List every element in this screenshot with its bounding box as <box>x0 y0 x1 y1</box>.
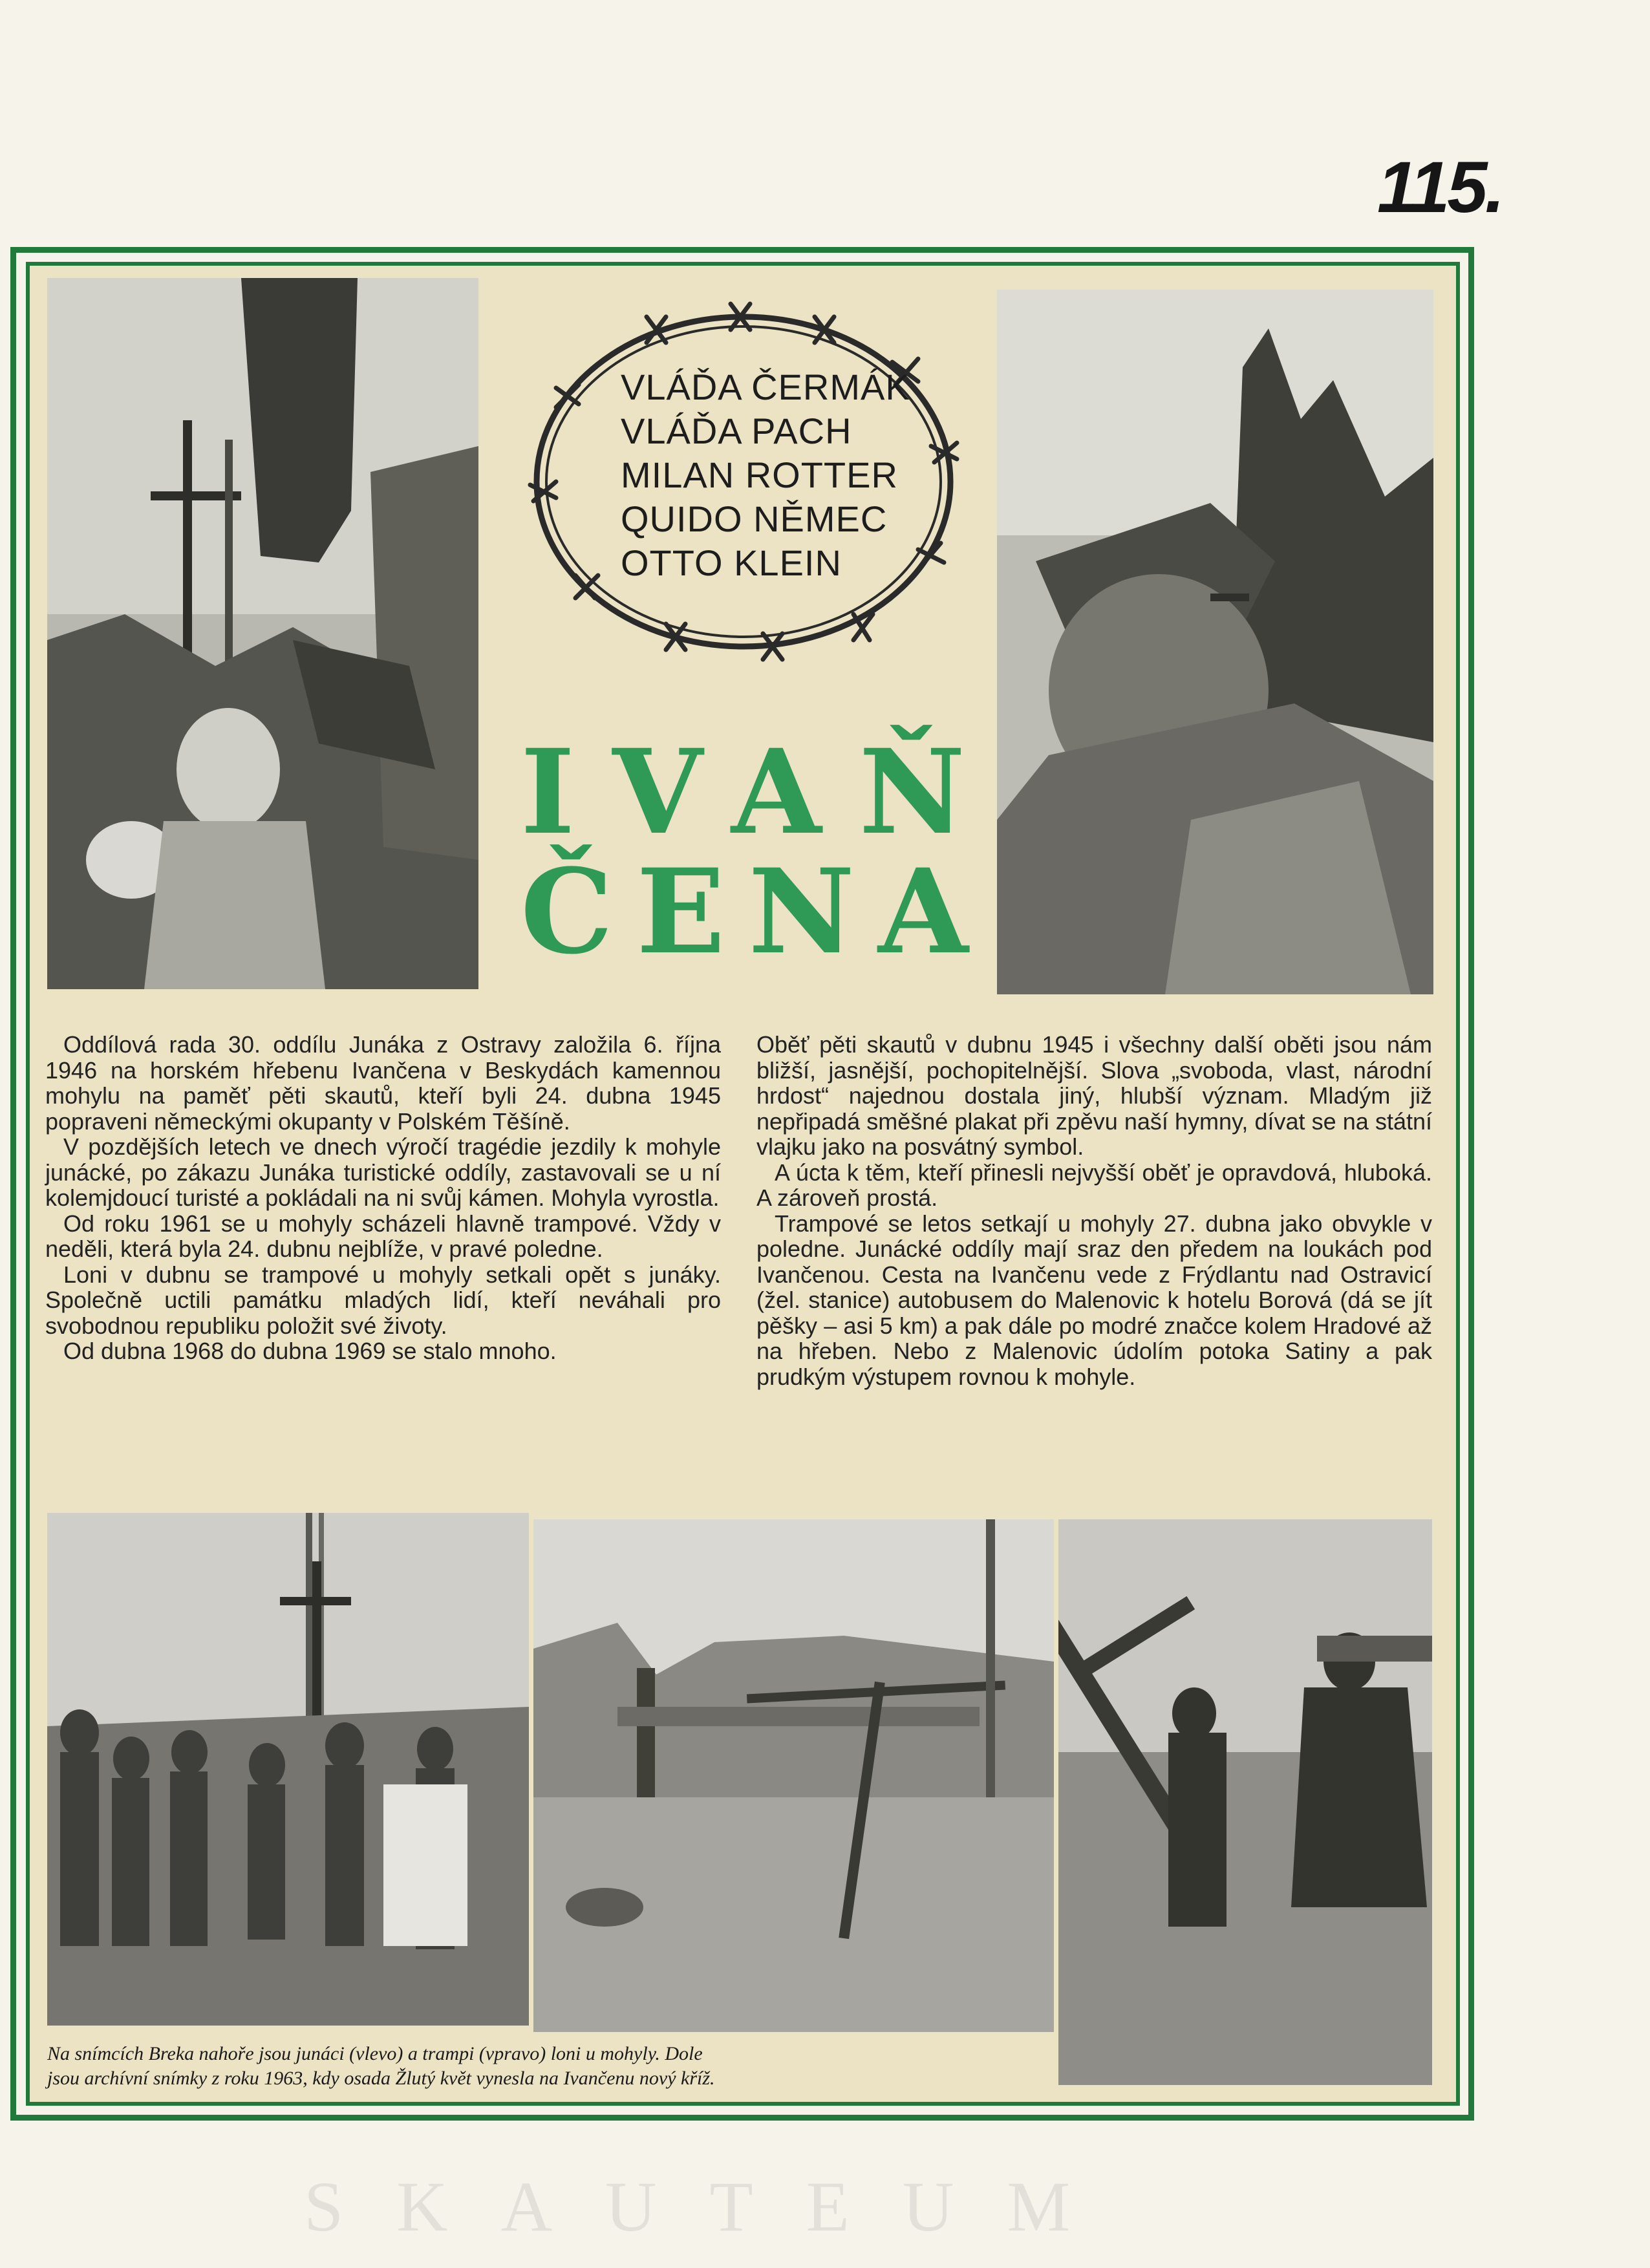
barbed-wire-wreath <box>517 297 970 666</box>
watermark: SKAUTEUM <box>304 2167 1124 2246</box>
caption-line: Na snímcích Breka nahoře jsou junáci (vlevo) a trampi (vpravo) loni u mohyly. Dole <box>47 2043 703 2064</box>
article-paragraph: Od roku 1961 se u mohyly scházeli hlavně trampové. Vždy v neděli, která byla 24. dubnu nejblíže, v pravé poledne. <box>45 1210 721 1262</box>
article-paragraph: Od dubna 1968 do dubna 1969 se stalo mnoho. <box>63 1338 557 1364</box>
memorial-name: OTTO KLEIN <box>621 542 842 583</box>
article-paragraph: A úcta k těm, kteří přinesli nejvyšší oběť je opravdová, hluboká. A zároveň prostá. <box>756 1159 1432 1211</box>
photo-caption <box>47 2042 1056 2091</box>
caption-line: jsou archívní snímky z roku 1963, kdy osada Žlutý květ vynesla na Ivančenu nový kříž. <box>47 2068 715 2089</box>
photo-scouts-at-cairn <box>47 278 478 989</box>
memorial-names-list <box>621 365 925 585</box>
article-paragraph: Loni v dubnu se trampové u mohyly setkali opět s junáky. Společně uctili památku mladých lidí, kteří neváhali pro svobodnou republiku položit své životy. <box>45 1261 721 1339</box>
article-paragraph: Oddílová rada 30. oddílu Junáka z Ostravy založila 6. října 1946 na horském hřebenu Ivančena v Beskydách kamennou mohylu na paměť pěti skautů, kteří byli 24. dubna 1945 popraveni německými okupanty v Polském Těšíně. <box>45 1031 721 1135</box>
photo-cross-on-ground <box>533 1519 1054 2032</box>
photo-group-with-cross <box>47 1513 529 2026</box>
article-paragraph: Oběť pěti skautů v dubnu 1945 i všechny další oběti jsou nám bližší, jasnější, pochopitelnější. Slova „svoboda, vlast, národní hrdost“ najednou dostala jiný, hlubší význam. Mladým již nepřipadá směšné plakat při zpěvu naší hymny, dívat se na státní vlajku jako na posvátný symbol. <box>756 1031 1432 1160</box>
memorial-name: VLÁĎA ČERMÁK <box>621 367 910 407</box>
photo-tramp-portrait <box>997 290 1433 994</box>
article-right-column <box>756 1032 1432 1389</box>
article-paragraph: V pozdějších letech ve dnech výročí tragédie jezdily k mohyle junácké, po zákazu Junáka turistické oddíly, zastavovali se u ní kolemjdoucí turisté a pokládali na ni svůj kámen. Mohyla vyrostla. <box>45 1133 721 1211</box>
headline-line-1: IVAŇ <box>520 724 1003 861</box>
page-number: 115. <box>1377 147 1503 228</box>
article-left-column <box>45 1032 721 1364</box>
memorial-name: MILAN ROTTER <box>621 455 898 495</box>
memorial-name: VLÁĎA PACH <box>621 411 852 451</box>
memorial-name: QUIDO NĚMEC <box>621 498 888 539</box>
photo-carrying-cross <box>1058 1519 1432 2085</box>
headline-line-2: ČENA <box>520 844 992 980</box>
article-paragraph: Trampové se letos setkají u mohyly 27. dubna jako obvykle v poledne. Junácké oddíly mají sraz den předem na loukách pod Ivančenou. Cesta na Ivančenu vede z Frýdlantu nad Ostravicí (žel. stanice) autobusem do Malenovic k hotelu Borová (dá se jít pěšky – asi 5 km) a pak dále po modré značce kolem Hradové až na hřeben. Nebo z Malenovic údolím potoka Satiny a pak prudkým výstupem rovnou k mohyle. <box>756 1210 1432 1390</box>
